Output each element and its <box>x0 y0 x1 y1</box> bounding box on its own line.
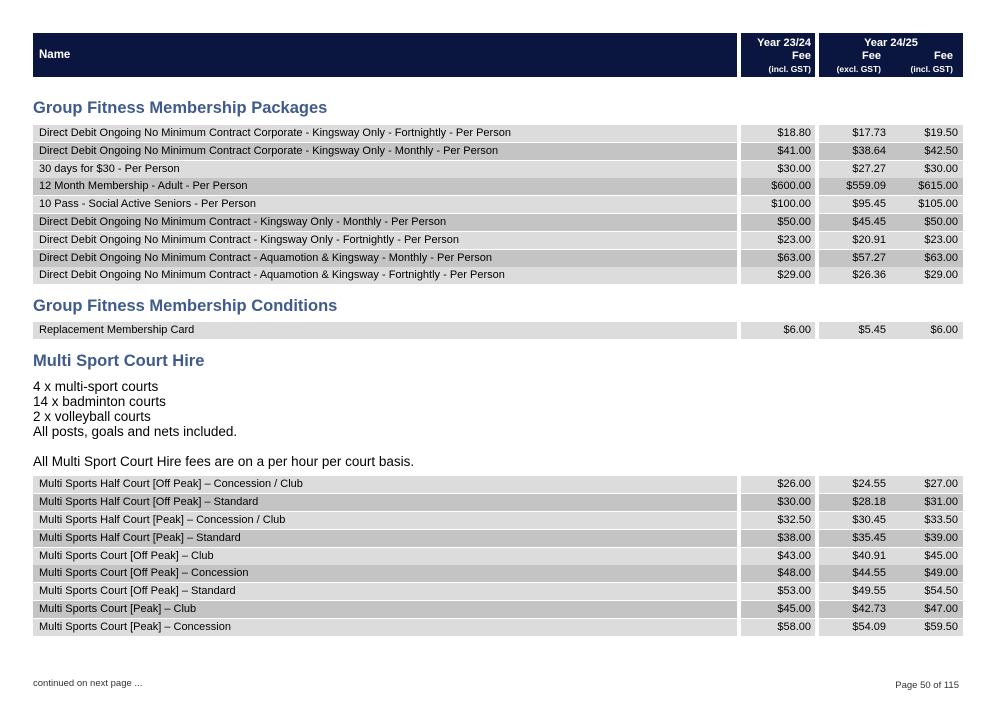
header-year2-gst-ex: (excl. GST) <box>836 64 881 74</box>
table-row <box>33 476 959 493</box>
fee-2324-incl: $18.80 <box>741 125 815 142</box>
fee-name: Direct Debit Ongoing No Minimum Contract - Aquamotion & Kingsway - Fortnightly - Per Person <box>33 267 737 284</box>
table-row <box>33 322 959 339</box>
table-row <box>33 143 959 160</box>
fee-2425-incl: $615.00 <box>891 178 963 195</box>
fee-2425-incl: $63.00 <box>891 250 963 267</box>
fee-2425-excl: $559.09 <box>819 178 891 195</box>
table-court-hire <box>33 476 959 635</box>
fee-2324-incl: $29.00 <box>741 267 815 284</box>
table-packages <box>33 125 959 284</box>
fee-2425-incl: $6.00 <box>891 322 963 339</box>
fee-2425-excl: $24.55 <box>819 476 891 493</box>
header-year1-fee: Fee <box>792 50 811 62</box>
fee-2324-incl: $30.00 <box>741 494 815 511</box>
fee-2425-incl: $29.00 <box>891 267 963 284</box>
description-line: 4 x multi-sport courts <box>33 379 159 395</box>
fee-name: Replacement Membership Card <box>33 322 737 339</box>
fee-2324-incl: $50.00 <box>741 214 815 231</box>
fee-2324-incl: $45.00 <box>741 601 815 618</box>
fee-2324-incl: $26.00 <box>741 476 815 493</box>
table-row <box>33 530 959 547</box>
fee-2425-incl: $30.00 <box>891 161 963 178</box>
fee-2425-excl: $5.45 <box>819 322 891 339</box>
fee-2425-incl: $59.50 <box>891 619 963 636</box>
fee-2425-incl: $27.00 <box>891 476 963 493</box>
fee-2324-incl: $43.00 <box>741 548 815 565</box>
fee-2425-incl: $31.00 <box>891 494 963 511</box>
header-year1-label: Year 23/24 <box>757 37 811 49</box>
fee-2425-incl: $50.00 <box>891 214 963 231</box>
fee-2425-incl: $47.00 <box>891 601 963 618</box>
fee-2425-excl: $49.55 <box>819 583 891 600</box>
fee-2425-excl: $38.64 <box>819 143 891 160</box>
fee-2425-incl: $42.50 <box>891 143 963 160</box>
table-row <box>33 125 959 142</box>
fee-2425-incl: $54.50 <box>891 583 963 600</box>
page-number: Page 50 of 115 <box>895 680 959 691</box>
table-row <box>33 619 959 636</box>
fee-2324-incl: $48.00 <box>741 565 815 582</box>
table-header <box>33 33 959 77</box>
fee-2324-incl: $32.50 <box>741 512 815 529</box>
fee-2425-excl: $26.36 <box>819 267 891 284</box>
fee-2324-incl: $58.00 <box>741 619 815 636</box>
fee-name: Multi Sports Court [Peak] – Club <box>33 601 737 618</box>
description-spacer <box>33 439 959 454</box>
fee-name: Multi Sports Court [Off Peak] – Standard <box>33 583 737 600</box>
fee-2324-incl: $100.00 <box>741 196 815 213</box>
header-year1 <box>741 33 815 77</box>
fee-name: Multi Sports Half Court [Peak] – Concession / Club <box>33 512 737 529</box>
fee-2425-incl: $23.00 <box>891 232 963 249</box>
court-hire-description <box>33 379 959 469</box>
fee-2425-excl: $28.18 <box>819 494 891 511</box>
fee-name: Multi Sports Court [Off Peak] – Club <box>33 548 737 565</box>
fee-2425-excl: $40.91 <box>819 548 891 565</box>
fee-2425-incl: $39.00 <box>891 530 963 547</box>
section-title-conditions: Group Fitness Membership Conditions <box>33 297 338 316</box>
fee-2324-incl: $600.00 <box>741 178 815 195</box>
fee-name: Multi Sports Half Court [Off Peak] – Concession / Club <box>33 476 737 493</box>
description-line: All Multi Sport Court Hire fees are on a per hour per court basis. <box>33 454 415 470</box>
table-row <box>33 267 959 284</box>
fee-2425-excl: $57.27 <box>819 250 891 267</box>
header-year2 <box>819 33 963 77</box>
fee-name: 12 Month Membership - Adult - Per Person <box>33 178 737 195</box>
section-title-packages: Group Fitness Membership Packages <box>33 99 328 117</box>
header-name: Name <box>33 33 737 77</box>
header-year1-gst: (incl. GST) <box>768 64 811 74</box>
fee-2425-incl: $105.00 <box>891 196 963 213</box>
continued-note: continued on next page ... <box>33 678 143 689</box>
table-row <box>33 161 959 178</box>
fee-2425-incl: $33.50 <box>891 512 963 529</box>
fee-name: 10 Pass - Social Active Seniors - Per Person <box>33 196 737 213</box>
table-conditions <box>33 322 959 339</box>
fee-schedule-page <box>33 33 959 637</box>
table-row <box>33 512 959 529</box>
table-row <box>33 196 959 213</box>
fee-2324-incl: $30.00 <box>741 161 815 178</box>
fee-2425-incl: $45.00 <box>891 548 963 565</box>
fee-2425-excl: $42.73 <box>819 601 891 618</box>
fee-name: Direct Debit Ongoing No Minimum Contract Corporate - Kingsway Only - Monthly - Per Person <box>33 143 737 160</box>
table-row <box>33 214 959 231</box>
fee-2425-excl: $95.45 <box>819 196 891 213</box>
fee-name: Multi Sports Half Court [Peak] – Standard <box>33 530 737 547</box>
fee-name: 30 days for $30 - Per Person <box>33 161 737 178</box>
fee-2425-excl: $30.45 <box>819 512 891 529</box>
fee-2324-incl: $41.00 <box>741 143 815 160</box>
description-line: All posts, goals and nets included. <box>33 424 238 440</box>
fee-2425-excl: $27.27 <box>819 161 891 178</box>
fee-name: Multi Sports Court [Peak] – Concession <box>33 619 737 636</box>
table-row <box>33 565 959 582</box>
fee-2425-incl: $19.50 <box>891 125 963 142</box>
fee-2425-excl: $20.91 <box>819 232 891 249</box>
fee-2425-excl: $44.55 <box>819 565 891 582</box>
fee-2324-incl: $6.00 <box>741 322 815 339</box>
fee-name: Direct Debit Ongoing No Minimum Contract - Kingsway Only - Fortnightly - Per Person <box>33 232 737 249</box>
fee-name: Direct Debit Ongoing No Minimum Contract Corporate - Kingsway Only - Fortnightly - Per Person <box>33 125 737 142</box>
fee-2425-excl: $17.73 <box>819 125 891 142</box>
fee-2324-incl: $23.00 <box>741 232 815 249</box>
header-year2-fee-ex: Fee <box>862 50 881 62</box>
section-title-court-hire: Multi Sport Court Hire <box>33 352 205 371</box>
header-year2-gst-in: (incl. GST) <box>910 64 953 74</box>
fee-2425-excl: $45.45 <box>819 214 891 231</box>
header-year2-label: Year 24/25 <box>864 37 918 49</box>
fee-2425-excl: $54.09 <box>819 619 891 636</box>
description-line: 14 x badminton courts <box>33 394 166 410</box>
fee-name: Direct Debit Ongoing No Minimum Contract - Kingsway Only - Monthly - Per Person <box>33 214 737 231</box>
fee-name: Direct Debit Ongoing No Minimum Contract - Aquamotion & Kingsway - Monthly - Per Person <box>33 250 737 267</box>
table-row <box>33 601 959 618</box>
fee-2324-incl: $63.00 <box>741 250 815 267</box>
fee-2425-excl: $35.45 <box>819 530 891 547</box>
fee-2324-incl: $53.00 <box>741 583 815 600</box>
table-row <box>33 494 959 511</box>
fee-2425-incl: $49.00 <box>891 565 963 582</box>
table-row <box>33 232 959 249</box>
fee-2324-incl: $38.00 <box>741 530 815 547</box>
table-row <box>33 548 959 565</box>
fee-name: Multi Sports Half Court [Off Peak] – Standard <box>33 494 737 511</box>
description-line: 2 x volleyball courts <box>33 409 151 425</box>
header-year2-fee-in: Fee <box>934 50 953 62</box>
table-row <box>33 583 959 600</box>
table-row <box>33 178 959 195</box>
table-row <box>33 250 959 267</box>
fee-name: Multi Sports Court [Off Peak] – Concession <box>33 565 737 582</box>
